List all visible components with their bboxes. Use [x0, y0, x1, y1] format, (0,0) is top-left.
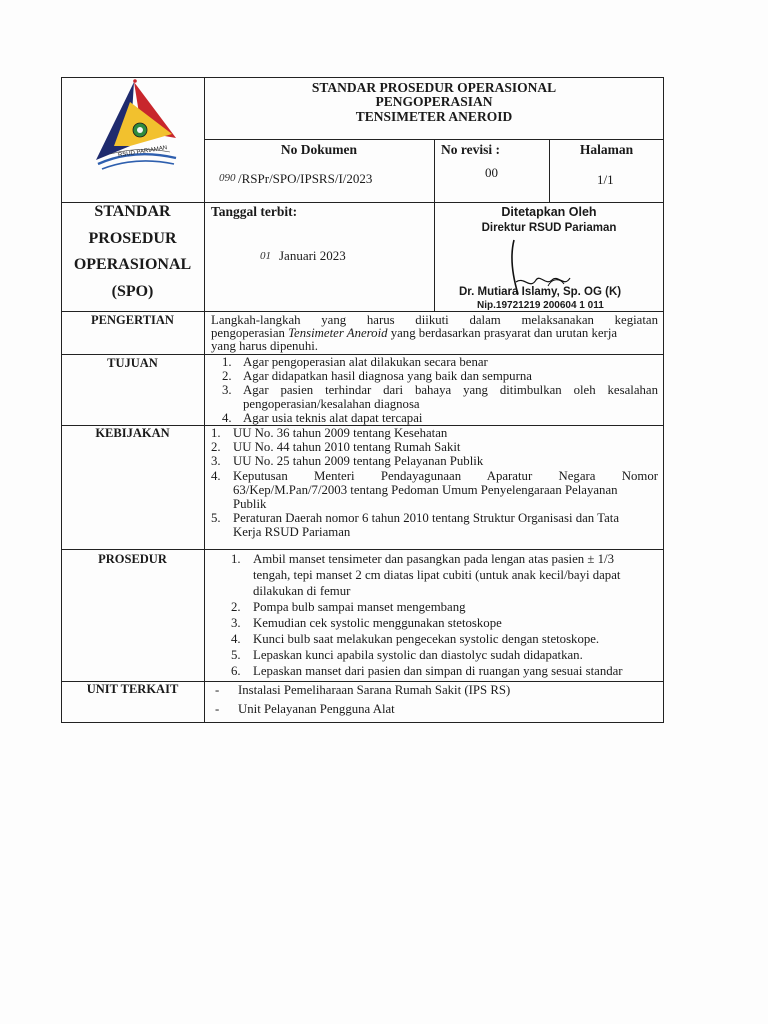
doc-number-value: /RSPr/SPO/IPSRS/I/2023 — [238, 171, 373, 186]
kebijakan-item: Keputusan Menteri Pendayagunaan Aparatur Negara Nomor — [233, 469, 658, 483]
kebijakan-item: Peraturan Daerah nomor 6 tahun 2010 tentang Struktur Organisasi dan Tata — [233, 511, 619, 525]
section-label-prosedur: PROSEDUR — [98, 552, 167, 566]
pengertian-line-3: yang harus dipenuhi. — [211, 339, 318, 353]
row-divider — [204, 139, 664, 140]
kebijakan-item: UU No. 36 tahun 2009 tentang Kesehatan — [233, 426, 448, 440]
column-divider — [204, 77, 205, 723]
revision-value: 00 — [485, 165, 498, 180]
hospital-logo — [84, 76, 184, 180]
hospital-logo-icon — [84, 76, 184, 180]
approved-label: Ditetapkan Oleh — [501, 205, 597, 219]
spo-title-line-4: (SPO) — [111, 283, 154, 300]
prosedur-item-continued: dilakukan di femur — [253, 584, 351, 598]
issue-date-value: Januari 2023 — [279, 248, 346, 263]
prosedur-item: Lepaskan manset dari pasien dan simpan di ruangan yang sesuai standar — [253, 664, 623, 678]
kebijakan-number: 1. — [211, 426, 221, 440]
prosedur-number: 3. — [231, 616, 241, 630]
kebijakan-item-continued: Kerja RSUD Pariaman — [233, 525, 351, 539]
section-label-tujuan: TUJUAN — [107, 356, 158, 370]
tujuan-number: 1. — [222, 355, 232, 369]
kebijakan-item: UU No. 44 tahun 2010 tentang Rumah Sakit — [233, 440, 461, 454]
unit-bullet: - — [215, 702, 220, 716]
document-title-line-3: TENSIMETER ANEROID — [355, 109, 513, 124]
pengertian-line-2-end: yang berdasarkan prasyarat dan urutan kerja — [387, 326, 618, 340]
section-label-unit-terkait: UNIT TERKAIT — [86, 682, 179, 696]
prosedur-item: Kunci bulb saat melakukan pengecekan systolic dengan stetoskope. — [253, 632, 600, 646]
tujuan-item: Agar pengoperasian alat dilakukan secara benar — [243, 355, 488, 369]
tujuan-item: Agar pasien terhindar dari bahaya yang ditimbulkan oleh kesalahan — [243, 383, 658, 397]
logo-text: RSUD PARIAMAN — [117, 145, 168, 159]
approved-by: Direktur RSUD Pariaman — [481, 222, 617, 234]
tujuan-number: 4. — [222, 411, 232, 425]
section-label-kebijakan: KEBIJAKAN — [95, 426, 170, 440]
page-value: 1/1 — [597, 172, 614, 187]
spo-title-line-1: STANDAR — [94, 203, 171, 220]
unit-item: Instalasi Pemeliharaan Sarana Rumah Sakit (IPS RS) — [238, 683, 511, 697]
prosedur-item: Lepaskan kunci apabila systolic dan diastolyc sudah didapatkan. — [253, 648, 583, 662]
kebijakan-number: 4. — [211, 469, 221, 483]
issue-date-label: Tanggal terbit: — [211, 204, 298, 219]
document-title-line-1: STANDAR PROSEDUR OPERASIONAL — [311, 80, 557, 95]
prosedur-number: 5. — [231, 648, 241, 662]
director-name: Dr. Mutiara Islamy, Sp. OG (K) — [459, 286, 622, 298]
prosedur-number: 1. — [231, 552, 241, 566]
table-border-bottom — [61, 722, 664, 723]
spo-title-line-2: PROSEDUR — [88, 230, 177, 247]
tujuan-number: 2. — [222, 369, 232, 383]
kebijakan-item: UU No. 25 tahun 2009 tentang Pelayanan Publik — [233, 454, 484, 468]
row-divider — [61, 311, 664, 312]
section-label-pengertian: PENGERTIAN — [91, 313, 174, 327]
tujuan-item: Agar usia teknis alat dapat tercapai — [243, 411, 423, 425]
prosedur-item-continued: tengah, tepi manset 2 cm diatas lipat cubiti (untuk anak kecil/bayi dapat — [253, 568, 621, 582]
kebijakan-number: 3. — [211, 454, 221, 468]
prosedur-number: 4. — [231, 632, 241, 646]
table-border-left — [61, 77, 62, 723]
prosedur-number: 6. — [231, 664, 241, 678]
pengertian-device-name: Tensimeter Aneroid — [288, 326, 388, 340]
tujuan-number: 3. — [222, 383, 232, 397]
table-border-right — [663, 77, 664, 723]
doc-number-label: No Dokumen — [280, 142, 358, 157]
tujuan-item: Agar didapatkan hasil diagnosa yang baik dan sempurna — [243, 369, 532, 383]
spo-title-line-3: OPERASIONAL — [73, 256, 192, 273]
pengertian-line-1: Langkah-langkah yang harus diikuti dalam melaksanakan kegiatan — [211, 313, 658, 327]
prosedur-item: Kemudian cek systolic menggunakan stetoskope — [253, 616, 502, 630]
director-nip: Nip.19721219 200604 1 011 — [477, 300, 604, 311]
row-divider — [61, 549, 664, 550]
kebijakan-number: 2. — [211, 440, 221, 454]
doc-number-handwritten: 090 — [219, 172, 236, 184]
pengertian-line-2-start: pengoperasian — [211, 326, 289, 340]
kebijakan-item-continued: Publik — [233, 497, 267, 511]
issue-date-handwritten: 01 — [260, 250, 271, 262]
prosedur-number: 2. — [231, 600, 241, 614]
prosedur-item: Pompa bulb sampai manset mengembang — [253, 600, 466, 614]
tujuan-item-continued: pengoperasian/kesalahan diagnosa — [243, 397, 420, 411]
kebijakan-number: 5. — [211, 511, 221, 525]
prosedur-item: Ambil manset tensimeter dan pasangkan pada lengan atas pasien ± 1/3 — [253, 552, 614, 566]
document-title-line-2: PENGOPERASIAN — [375, 94, 493, 109]
unit-item: Unit Pelayanan Pengguna Alat — [238, 702, 395, 716]
page-label: Halaman — [579, 142, 634, 157]
revision-label: No revisi : — [441, 142, 500, 157]
unit-bullet: - — [215, 683, 220, 697]
kebijakan-item-continued: 63/Kep/M.Pan/7/2003 tentang Pedoman Umum Penyelengaraan Pelayanan — [233, 483, 618, 497]
